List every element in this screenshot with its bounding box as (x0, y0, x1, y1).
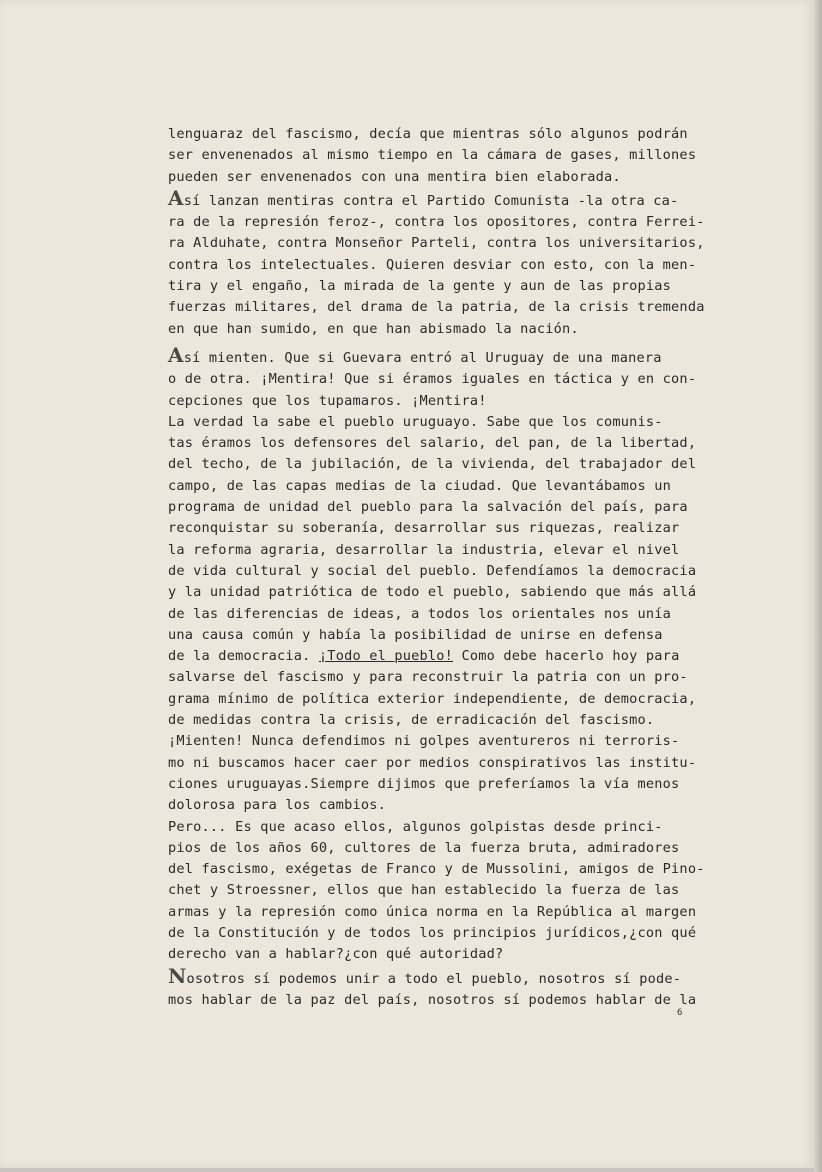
text-line: cepciones que los tupamaros. ¡Mentira! (168, 392, 487, 409)
paragraph-7 (168, 963, 728, 1012)
paragraph-3 (168, 342, 728, 412)
text-line: programa de unidad del pueblo para la salvación del país, para (168, 499, 688, 516)
text-line: ra de la represión feroz-, contra los opositores, contra Ferrei- (168, 214, 705, 231)
text-line-content: osotros sí podemos unir a todo el pueblo, nosotros sí pode- (186, 970, 682, 987)
text-line-content: Como debe hacerlo hoy para (453, 648, 680, 665)
paragraph-1 (168, 124, 728, 188)
body-text (168, 124, 728, 1011)
text-line-content: sí mienten. Que si Guevara entró al Uruguay de una manera (183, 349, 662, 366)
text-line: salvarse del fascismo y para reconstruir la patria con un pro- (168, 669, 688, 686)
page-edge (814, 0, 822, 1172)
text-line: fuerzas militares, del drama de la patria, de la crisis tremenda (168, 299, 705, 316)
page-number: 6 (677, 1008, 683, 1018)
text-line: Pero... Es que acaso ellos, algunos golpistas desde princi- (168, 818, 663, 835)
text-line-content: sí lanzan mentiras contra el Partido Comunista -la otra ca- (183, 192, 679, 209)
text-line: de la Constitución y de todos los principios jurídicos,¿con qué (168, 924, 697, 941)
dropcap-letter: A (168, 185, 184, 210)
text-line: una causa común y había la posibilidad de unirse en defensa (168, 626, 663, 643)
text-line: derecho van a hablar?¿con qué autoridad? (168, 946, 504, 963)
text-line: de vida cultural y social del pueblo. Defendíamos la democracia (168, 562, 697, 579)
text-line: ra Alduhate, contra Monseñor Parteli, contra los universitarios, (168, 235, 705, 252)
dropcap-letter: N (168, 963, 187, 988)
text-line: mo ni buscamos hacer caer por medios conspirativos las institu- (168, 754, 697, 771)
text-line: chet y Stroessner, ellos que han establecido la fuerza de las (168, 882, 680, 899)
text-line: del fascismo, exégetas de Franco y de Mussolini, amigos de Pino- (168, 861, 705, 878)
text-line-content: de la democracia. (168, 648, 311, 665)
text-line: de las diferencias de ideas, a todos los orientales nos unía (168, 605, 672, 622)
text-line: armas y la represión como única norma en la República al margen (168, 903, 697, 920)
text-line: dolorosa para los cambios. (168, 797, 386, 814)
paragraph-2 (168, 185, 728, 340)
text-line (168, 342, 728, 369)
text-line: lenguaraz del fascismo, decía que mientras sólo algunos podrán (168, 126, 688, 142)
text-line: de medidas contra la crisis, de erradicación del fascismo. (168, 712, 655, 729)
text-line: o de otra. ¡Mentira! Que si éramos iguales en táctica y en con- (168, 371, 697, 388)
text-line: grama mínimo de política exterior independiente, de democracia, (168, 690, 697, 707)
text-line: ¡Mienten! Nunca defendimos ni golpes aventureros ni terroris- (168, 733, 680, 750)
text-line: ciones uruguayas.Siempre dijimos que preferíamos la vía menos (168, 775, 680, 792)
text-line: en que han sumido, en que han abismado la nación. (168, 320, 579, 337)
paragraph-6 (168, 817, 728, 966)
paragraph-4 (168, 412, 728, 731)
text-line (168, 963, 728, 990)
text-line: contra los intelectuales. Quieren desviar con esto, con la men- (168, 256, 697, 273)
dropcap-letter: A (168, 342, 184, 367)
text-line: reconquistar su soberanía, desarrollar sus riquezas, realizar (168, 520, 680, 537)
text-line (168, 646, 728, 667)
text-line: tas éramos los defensores del salario, del pan, de la libertad, (168, 435, 697, 452)
text-line: pueden ser envenenados con una mentira bien elaborada. (168, 168, 621, 185)
text-line: mos hablar de la paz del país, nosotros sí podemos hablar de la (168, 991, 697, 1008)
text-line: tira y el engaño, la mirada de la gente y aun de las propias (168, 278, 672, 295)
text-line: pios de los años 60, cultores de la fuerza bruta, admiradores (168, 839, 680, 856)
paragraph-5 (168, 731, 728, 816)
text-line: La verdad la sabe el pueblo uruguayo. Sabe que los comunis- (168, 413, 663, 430)
text-line: del techo, de la jubilación, de la vivienda, del trabajador del (168, 456, 697, 473)
underlined-phrase: ¡Todo el pueblo! (318, 648, 454, 665)
text-line: y la unidad patriótica de todo el pueblo, sabiendo que más allá (168, 584, 697, 601)
text-line: la reforma agraria, desarrollar la industria, elevar el nivel (168, 541, 680, 558)
text-line (168, 185, 728, 212)
text-line: ser envenenados al mismo tiempo en la cámara de gases, millones (168, 147, 697, 164)
text-line: campo, de las capas medias de la ciudad. Que levantábamos un (168, 477, 672, 494)
